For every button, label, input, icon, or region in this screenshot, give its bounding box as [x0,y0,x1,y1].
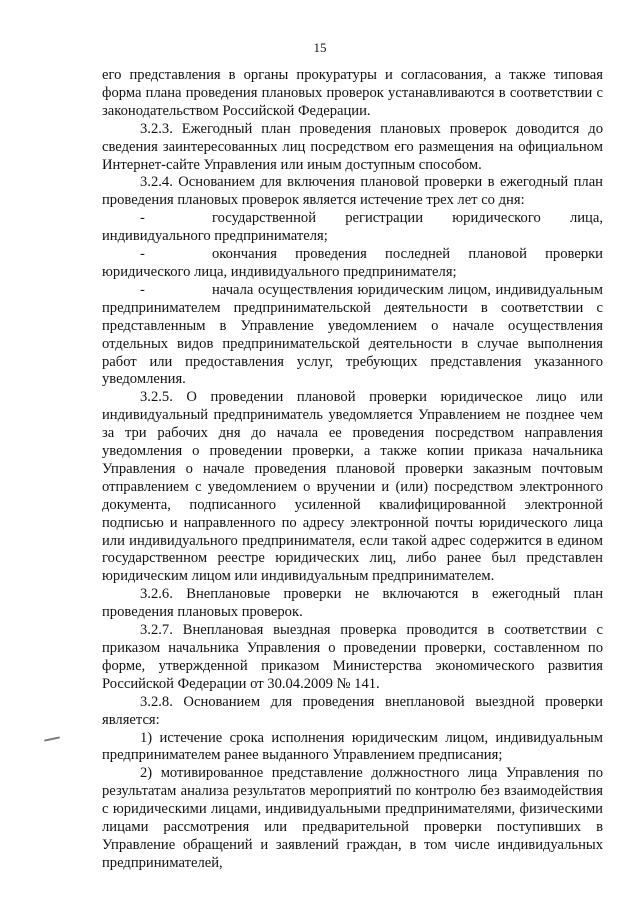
list-item-text: начала осуществления юридическим лицом, индивидуальным предпринимателем предпринимательской деятельности в соответствии с представленным в Управление уведомлением о начале осуществления отдельных видов предпринимательской деятельности в случае выполнения работ или предоставления услуг, требующих представления указанного уведомления. [102,281,603,388]
paragraph-3-2-3: 3.2.3. Ежегодный план проведения плановых проверок доводится до сведения заинтересованных лиц посредством его размещения на официальном Интернет-сайте Управления или иным доступным способом. [102,120,603,173]
page-number: 15 [313,40,327,55]
paragraph-3-2-4: 3.2.4. Основанием для включения плановой проверки в ежегодный план проведения плановых проверок является истечение трех лет со дня: [102,174,603,209]
paragraph-continuation: его представления в органы прокуратуры и согласования, а также типовая форма плана проведения плановых проверок устанавливаются в соответствии с законодательством Российской Федерации. [102,67,603,119]
paragraph-3-2-7: 3.2.7. Внеплановая выездная проверка проводится в соответствии с приказом начальника Управления о проведении проверки, составленном по форме, утвержденной приказом Министерства экономического развития Российской Федерации от 30.04.2009 № 141. [102,622,603,692]
list-item [102,282,603,389]
paragraph-item-1: 1) истечение срока исполнения юридическим лицом, индивидуальным предпринимателем ранее выданного Управлением предписания; [102,729,603,764]
list-dash: - [140,281,145,298]
paragraph-3-2-8: 3.2.8. Основанием для проведения внеплановой выездной проверки является: [102,693,603,728]
list-dash: - [140,210,145,227]
paragraph-3-2-6: 3.2.6. Внеплановые проверки не включаются в ежегодный план проведения плановых проверок. [102,586,603,621]
scan-speck [44,736,60,741]
paragraph-3-2-5: 3.2.5. О проведении плановой проверки юридическое лицо или индивидуальный предприниматель уведомляется Управлением не позднее чем за три рабочих дня до начала ее проведения посредством направления уведомления о проведении проверки, а также копии приказа начальника Управления о начале проведения плановой проверки заказным почтовым отправлением с уведомлением о вручении и (или) посредством электронного документа, подписанного усиленной квалифицированной электронной подписью и направленного по адресу электронной почты юридического лица или индивидуального предпринимателя, если такой адрес содержится в едином государственном реестре юридических лиц, либо ранее был представлен юридическим лицом или индивидуальным предпринимателем. [102,389,603,585]
paragraph-item-2: 2) мотивированное представление должностного лица Управления по результатам анализа результатов мероприятий по контролю без взаимодействия с юридическими лицами, индивидуальными предпринимателями, физическими лицами рассмотрения или предварительной проверки поступивших в Управление обращений и заявлений граждан, в том числе индивидуальных предпринимателей, [102,765,603,871]
document-body [102,67,603,873]
list-item-text: государственной регистрации юридического лица, индивидуального предпринимателя; [102,210,603,245]
list-dash: - [140,246,145,263]
list-item-text: окончания проведения последней плановой проверки юридического лица, индивидуального предпринимателя; [102,246,603,280]
list-item [102,210,603,246]
list-item [102,246,603,282]
